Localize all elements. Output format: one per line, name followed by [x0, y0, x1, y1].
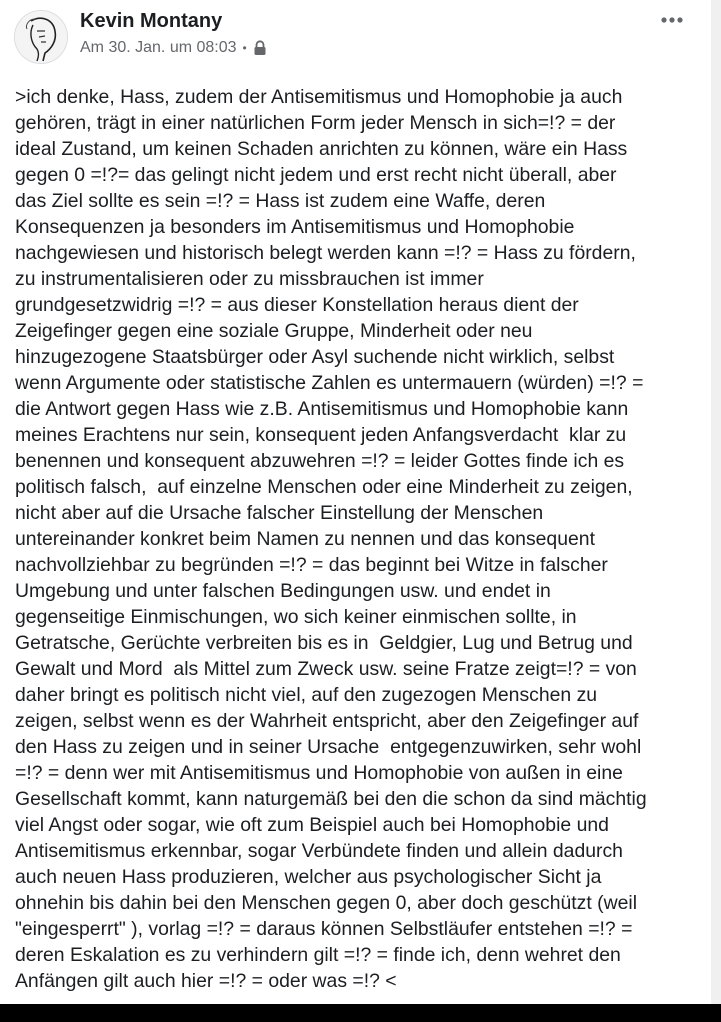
more-options-button[interactable] — [655, 6, 689, 34]
author-name[interactable]: Kevin Montany — [80, 10, 223, 32]
post-timestamp[interactable]: Am 30. Jan. um 08:03 — [80, 39, 237, 56]
post-meta — [80, 39, 267, 57]
page-edge — [711, 0, 721, 1004]
avatar[interactable] — [14, 10, 68, 64]
post-body-text: >ich denke, Hass, zudem der Antisemitismus und Homophobie ja auch gehören, trägt in einer natürlichen Form jeder Mensch in sich=!? = der ideal Zustand, um keinen Schaden anrichten zu können, wäre ein Hass gegen 0 =!?= das gelingt nicht jedem und erst recht nicht überall, aber das Ziel sollte es sein =!? = Hass ist zudem eine Waffe, deren Konsequenzen ja besonders im Antisemitismus und Homophobie nachgewiesen und historisch belegt werden kann =!? = Hass zu fördern, zu instrumentalisieren oder zu missbrauchen ist immer grundgesetzwidrig =!? = aus dieser Konstellation heraus dient der Zeigefinger gegen eine soziale Gruppe, Minderheit oder neu hinzugezogene Staatsbürger oder Asyl suchende nicht wirklich, selbst wenn Argumente oder statistische Zahlen es untermauern (würden) =!? = die Antwort gegen Hass wie z.B. Antisemitismus und Homophobie kann meines Erachtens nur sein, konsequent jeden Anfangsverdacht klar zu benennen und konsequent abzuwehren =!? = leider Gottes finde ich es politisch falsch, auf einzelne Menschen oder eine Minderheit zu zeigen, nicht aber auf die Ursache falscher Einstellung der Menschen untereinander konkret beim Namen zu nennen und das konsequent nachvollziehbar zu begründen =!? = das beginnt bei Witze in falscher Umgebung und unter falschen Bedingungen usw. und endet in gegenseitige Einmischungen, wo sich keiner einmischen sollte, in Getratsche, Gerüchte verbreiten bis es in Geldgier, Lug und Betrug und Gewalt und Mord als Mittel zum Zweck usw. seine Fratze zeigt=!? = von daher bringt es politisch nicht viel, auf den zugezogen Menschen zu zeigen, selbst wenn es der Wahrheit entspricht, aber den Zeigefinger auf den Hass zu zeigen und in seiner Ursache entgegenzuwirken, sehr wohl =!? = denn wer mit Antisemitismus und Homophobie von außen in eine Gesellschaft kommt, kann naturgemäß bei den die schon da sind mächtig viel Angst oder sogar, wie oft zum Beispiel auch bei Homophobie und Antisemitismus erkennbar, sogar Verbündete finden und allein dadurch auch neuen Hass produzieren, welcher aus psychologischer Sicht ja ohnehin bis dahin bei den Menschen gegen 0, aber doch geschützt (weil "eingesperrt" ), vorlag =!? = daraus können Selbstläufer entstehen =!? = deren Eskalation es zu verhindern gilt =!? = finde ich, denn wehret den Anfängen gilt auch hier =!? = oder was =!? < — [15, 86, 647, 992]
more-options-icon — [660, 16, 684, 24]
avatar-sketch-icon — [15, 11, 67, 63]
bottom-bar — [0, 1004, 721, 1022]
lock-icon[interactable] — [253, 40, 267, 56]
meta-separator: • — [242, 41, 247, 55]
